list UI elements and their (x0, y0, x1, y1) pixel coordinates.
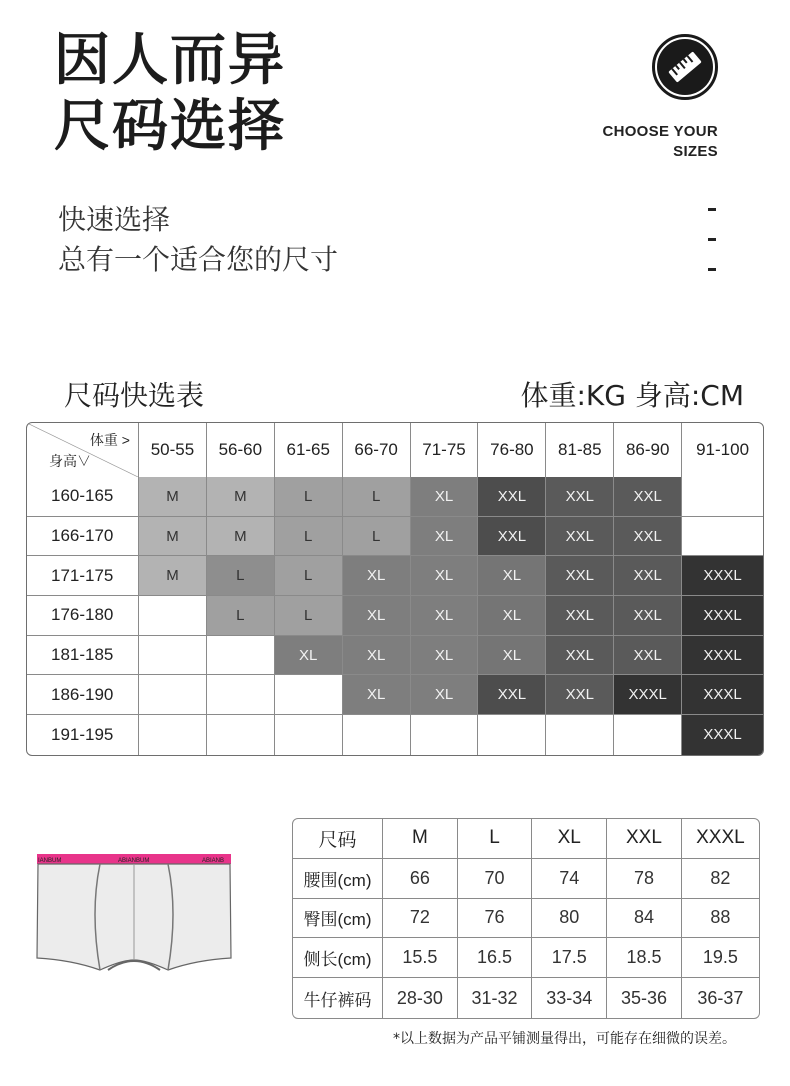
table-row (27, 596, 763, 636)
measurement-footnote: *以上数据为产品平铺测量得出，可能存在细微的误差。 (393, 1031, 736, 1047)
weight-header: 86-90 (614, 423, 682, 477)
table-row (293, 899, 759, 939)
table-row (27, 715, 763, 755)
measure-label: 腰围(cm) (293, 859, 383, 899)
size-cell: L (207, 596, 275, 636)
size-cell: XL (411, 556, 479, 596)
measure-label: 侧长(cm) (293, 938, 383, 978)
measure-value: 15.5 (383, 938, 458, 978)
size-cell: XL (411, 636, 479, 676)
quick-table-title: 尺码快选表 (64, 379, 205, 412)
size-cell: L (343, 477, 411, 517)
page-title (54, 28, 286, 160)
size-cell: L (275, 596, 343, 636)
measure-value: 72 (383, 899, 458, 939)
weight-header: 76-80 (478, 423, 546, 477)
height-header: 166-170 (27, 517, 139, 557)
size-cell (546, 715, 614, 755)
size-cell: XL (343, 596, 411, 636)
size-cell: XXL (614, 517, 682, 557)
size-cell: XXL (614, 477, 682, 517)
size-cell: XXL (546, 517, 614, 557)
measure-value: 88 (682, 899, 759, 939)
subtitle-line-2: 总有一个适合您的尺寸 (58, 243, 339, 276)
size-cell (478, 715, 546, 755)
size-cell: M (207, 517, 275, 557)
brand-label-right: ABIANB (202, 858, 225, 864)
weight-header: 56-60 (207, 423, 275, 477)
weight-header: 61-65 (275, 423, 343, 477)
measure-value: 18.5 (607, 938, 682, 978)
table-row (27, 477, 763, 517)
measure-value: 31-32 (458, 978, 533, 1018)
measure-value: XL (532, 819, 607, 859)
size-cell: L (207, 556, 275, 596)
size-cell: XL (343, 556, 411, 596)
size-cell: M (139, 517, 207, 557)
quick-size-table (26, 422, 764, 756)
size-cell: XL (411, 675, 479, 715)
size-cell: XL (478, 596, 546, 636)
measure-label: 牛仔裤码 (293, 978, 383, 1018)
ruler-icon (665, 47, 705, 87)
size-cell: XL (343, 636, 411, 676)
measure-label: 尺码 (293, 819, 383, 859)
size-cell: XXL (478, 675, 546, 715)
table-row (27, 675, 763, 715)
size-cell: L (343, 517, 411, 557)
table-row (27, 556, 763, 596)
size-cell: XXXL (682, 596, 763, 636)
size-cell: L (275, 477, 343, 517)
height-header: 186-190 (27, 675, 139, 715)
height-header: 171-175 (27, 556, 139, 596)
measure-value: 17.5 (532, 938, 607, 978)
size-cell (139, 636, 207, 676)
choose-sizes-caption: CHOOSE YOUR SIZES (602, 123, 718, 160)
measure-value: 36-37 (697, 987, 744, 1008)
size-cell: XXL (546, 477, 614, 517)
size-cell: XXL (546, 556, 614, 596)
measure-value: L (458, 819, 533, 859)
title-line-1: 因人而异 (54, 28, 286, 93)
size-cell: M (207, 477, 275, 517)
size-cell (139, 715, 207, 755)
weight-axis-label: 体重 > (89, 432, 130, 448)
measure-value: 76 (458, 899, 533, 939)
measure-value: 74 (532, 859, 607, 899)
size-cell: XXXL (682, 556, 763, 596)
table-row (293, 859, 759, 899)
size-cell: XXL (546, 675, 614, 715)
weight-header: 71-75 (411, 423, 479, 477)
height-header: 176-180 (27, 596, 139, 636)
weight-header: 66-70 (343, 423, 411, 477)
size-cell: M (139, 477, 207, 517)
decorative-dashes (708, 200, 720, 298)
measure-value: 78 (607, 859, 682, 899)
size-cell: XXXL (682, 715, 763, 755)
ruler-badge (652, 34, 718, 100)
size-cell: XL (275, 636, 343, 676)
height-header: 191-195 (27, 715, 139, 755)
height-header: 181-185 (27, 636, 139, 676)
size-cell: L (275, 556, 343, 596)
subtitle (58, 200, 338, 280)
measure-label: 臀围(cm) (293, 899, 383, 939)
size-cell: XXL (546, 596, 614, 636)
measure-value: 80 (532, 899, 607, 939)
size-cell (682, 477, 763, 517)
corner-cell (27, 423, 139, 477)
size-cell: XXL (546, 636, 614, 676)
size-cell: L (275, 517, 343, 557)
measure-value: XXL (607, 819, 682, 859)
size-cell: M (139, 556, 207, 596)
units-label: 体重:KG 身高:CM (520, 379, 744, 412)
measure-value: 66 (383, 859, 458, 899)
measure-value: 28-30 (383, 978, 458, 1018)
brand-label-left: IANBUM (38, 858, 62, 864)
size-cell: XL (478, 636, 546, 676)
measure-value: 16.5 (458, 938, 533, 978)
size-cell (275, 675, 343, 715)
measure-value: 84 (607, 899, 682, 939)
size-cell: XXL (614, 556, 682, 596)
size-cell (207, 636, 275, 676)
table-row (27, 517, 763, 557)
measure-value: 33-34 (532, 978, 607, 1018)
weight-header: 91-100 (696, 440, 750, 459)
subtitle-line-1: 快速选择 (58, 203, 171, 236)
weight-header: 81-85 (546, 423, 614, 477)
size-cell: XL (478, 556, 546, 596)
size-cell (207, 675, 275, 715)
size-cell: XXL (614, 596, 682, 636)
size-cell (682, 517, 763, 557)
height-header: 160-165 (27, 477, 139, 517)
size-cell: XL (411, 477, 479, 517)
underwear-illustration (36, 852, 232, 980)
title-line-2: 尺码选择 (54, 94, 286, 159)
size-measurement-table (292, 818, 760, 1019)
measure-value: 70 (458, 859, 533, 899)
size-cell (614, 715, 682, 755)
table-row (293, 978, 759, 1018)
size-cell: XXL (478, 517, 546, 557)
size-cell: XL (411, 517, 479, 557)
size-cell (411, 715, 479, 755)
size-cell: XXXL (682, 675, 763, 715)
measure-value: XXXL (682, 819, 759, 859)
measure-value: 82 (682, 859, 759, 899)
size-cell (139, 675, 207, 715)
table-row (27, 636, 763, 676)
measure-value: 19.5 (682, 938, 759, 978)
size-cell (139, 596, 207, 636)
measure-value: 35-36 (607, 978, 682, 1018)
table-row (293, 938, 759, 978)
measure-value: M (383, 819, 458, 859)
size-header-row (293, 819, 759, 859)
size-cell: XXXL (614, 675, 682, 715)
size-cell (343, 715, 411, 755)
size-cell: XL (411, 596, 479, 636)
brand-label-center: ABIANBUM (118, 858, 150, 864)
size-cell: XL (343, 675, 411, 715)
size-cell: XXXL (682, 636, 763, 676)
size-cell (207, 715, 275, 755)
size-cell: XXL (614, 636, 682, 676)
size-cell (275, 715, 343, 755)
size-cell: XXL (478, 477, 546, 517)
height-axis-label: 身高∨ (49, 453, 91, 469)
weight-header: 50-55 (139, 423, 207, 477)
